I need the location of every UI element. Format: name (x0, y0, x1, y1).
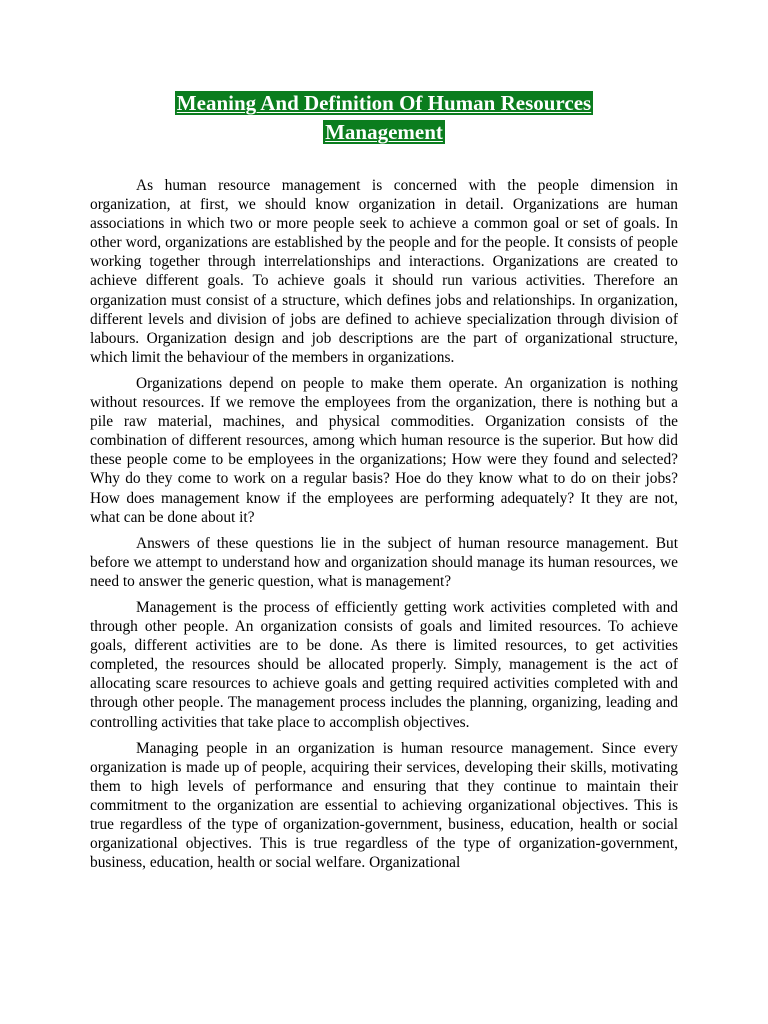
document-body (90, 176, 678, 879)
paragraph-organization: As human resource management is concerned with the people dimension in organization, at first, we should know organization in detail. Organizations are human associations in which two or more people seek to achieve a common goal or set of goals. In other word, organizations are established by the people and for the people. It consists of people working together through interrelationships and interactions. Organizations are created to achieve different goals. To achieve goals it should run various activities. Therefore an organization must consist of a structure, which defines jobs and relationships. In organization, different levels and division of jobs are defined to achieve specialization through division of labours. Organization design and job descriptions are the part of organizational structure, which limit the behaviour of the members in organizations. (90, 177, 678, 366)
paragraph-people-resources: Organizations depend on people to make them operate. An organization is nothing without resources. If we remove the employees from the organization, there is nothing but a pile raw material, machines, and physical commodities. Organization consists of the combination of different resources, among which human resource is the superior. But how did these people come to be employees in the organizations; How were they found and selected? Why do they come to work on a regular basis? Hoe do they know what to do on their jobs? How does management know if the employees are performing adequately? It they are not, what can be done about it? (90, 374, 678, 526)
page-title (90, 89, 678, 147)
paragraph-management: Management is the process of efficiently getting work activities completed with and through other people. An organization consists of goals and limited resources. To achieve goals, different activities are to be done. As there is limited resources, to get activities completed, the resources should be allocated properly. Simply, management is the act of allocating scare resources to achieve goals and getting required activities completed with and through other people. The management process includes the planning, organizing, leading and controlling activities that take place to accomplish objectives. (90, 598, 678, 731)
paragraph-answers: Answers of these questions lie in the subject of human resource management. But before we attempt to understand how and organization should manage its human resources, we need to answer the generic question, what is management? (90, 534, 678, 590)
title-line-2: Management (325, 120, 443, 144)
paragraph-managing-people: Managing people in an organization is human resource management. Since every organization is made up of people, acquiring their services, developing their skills, motivating them to high levels of performance and ensuring that they continue to maintain their commitment to the organization are essential to achieving organizational objectives. This is true regardless of the type of organization-government, business, education, health or social organizational objectives. This is true regardless of the type of organization-government, business, education, health or social welfare. Organizational (90, 739, 678, 872)
title-line-1: Meaning And Definition Of Human Resources (176, 91, 592, 115)
